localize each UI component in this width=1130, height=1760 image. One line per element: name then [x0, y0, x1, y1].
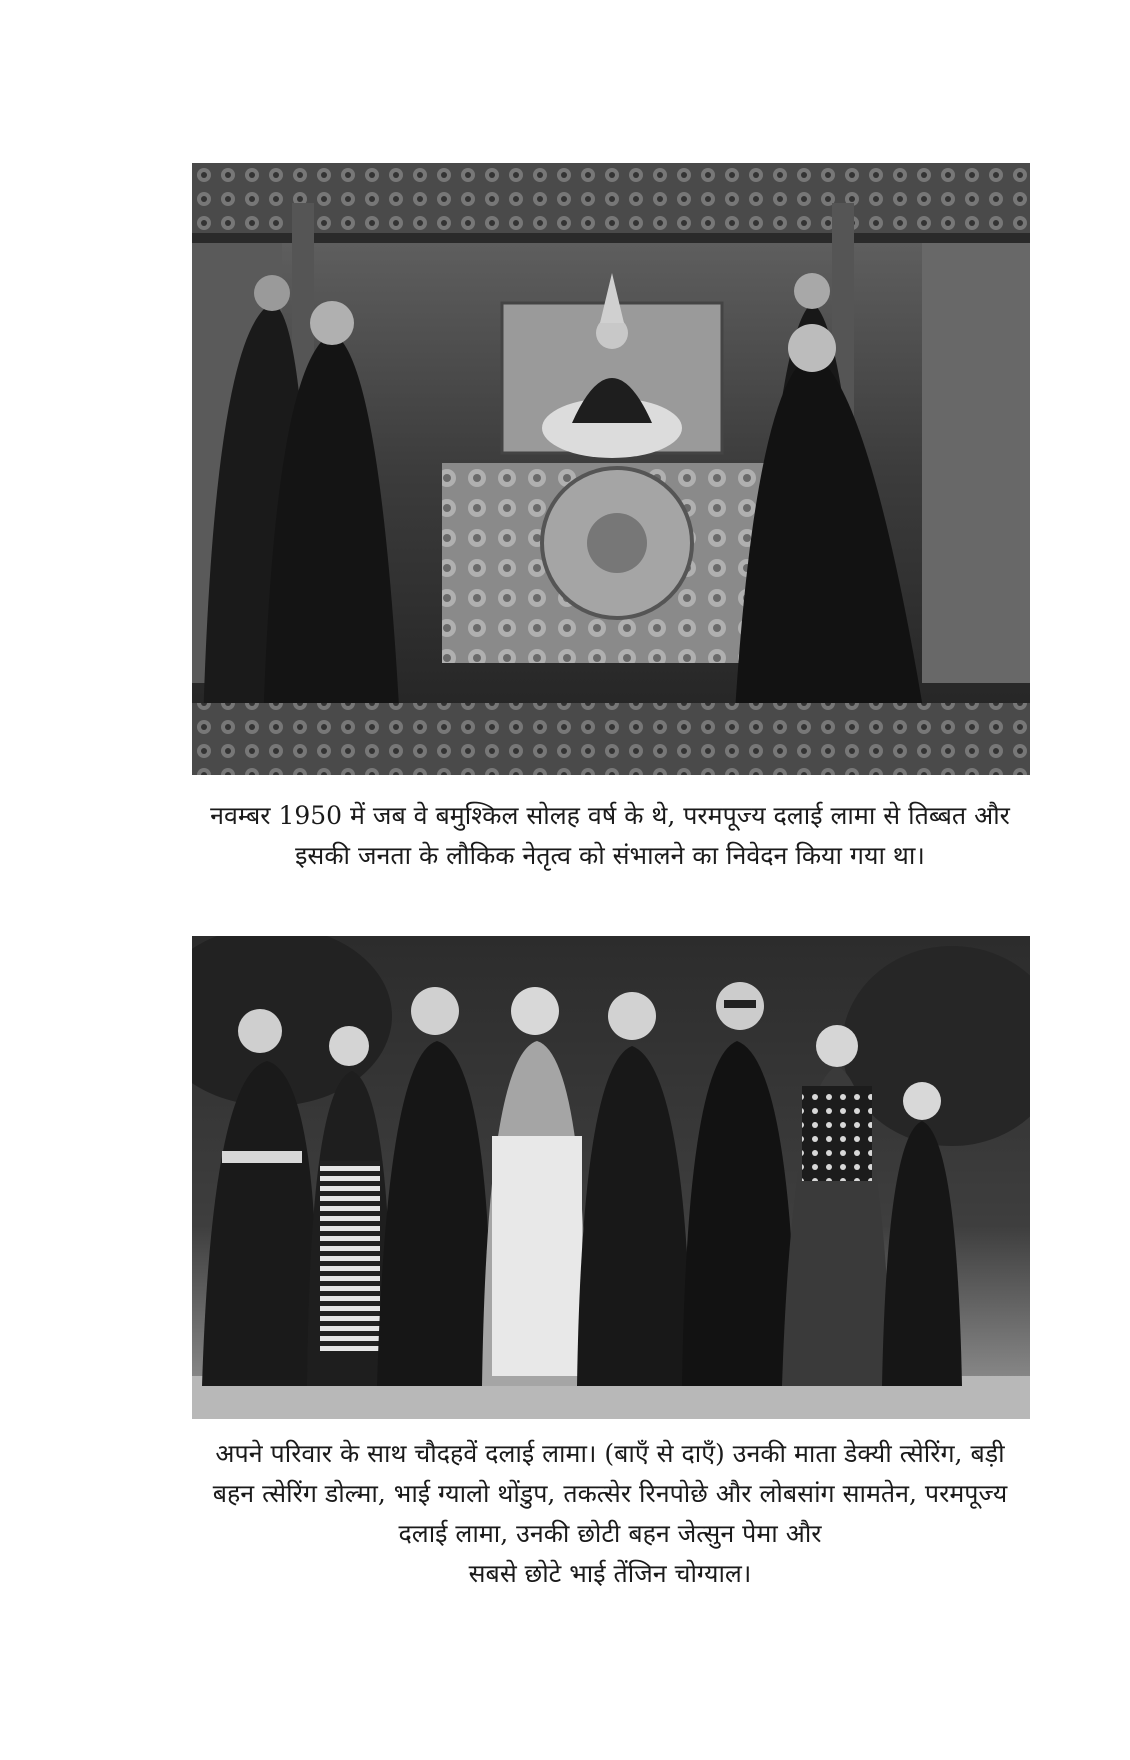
family-group-photo-image: [192, 936, 1030, 1419]
family-group-photo: [192, 936, 1030, 1419]
throne-room-photo: [192, 163, 1030, 775]
first-caption-line-2: इसकी जनता के लौकिक नेतृत्व को संभालने का निवेदन किया गया था।: [295, 841, 925, 870]
second-caption-line-4: सबसे छोटे भाई तेंजिन चोग्याल।: [468, 1559, 752, 1588]
first-photo-caption: [150, 796, 1070, 876]
first-caption-line-1: नवम्बर 1950 में जब वे बमुश्किल सोलह वर्ष के थे, परमपूज्य दलाई लामा से तिब्बत और: [210, 801, 1010, 830]
second-caption-line-3: दलाई लामा, उनकी छोटी बहन जेत्सुन पेमा और: [398, 1519, 822, 1548]
second-caption-line-1: अपने परिवार के साथ चौदहवें दलाई लामा। (बाएँ से दाएँ) उनकी माता डेक्यी त्सेरिंग, बड़ी: [215, 1439, 1005, 1468]
throne-room-photo-image: [192, 163, 1030, 775]
second-photo-caption: [150, 1434, 1070, 1594]
second-caption-line-2: बहन त्सेरिंग डोल्मा, भाई ग्यालो थोंडुप, तकत्सेर रिनपोछे और लोबसांग सामतेन, परमपूज्य: [212, 1479, 1008, 1508]
